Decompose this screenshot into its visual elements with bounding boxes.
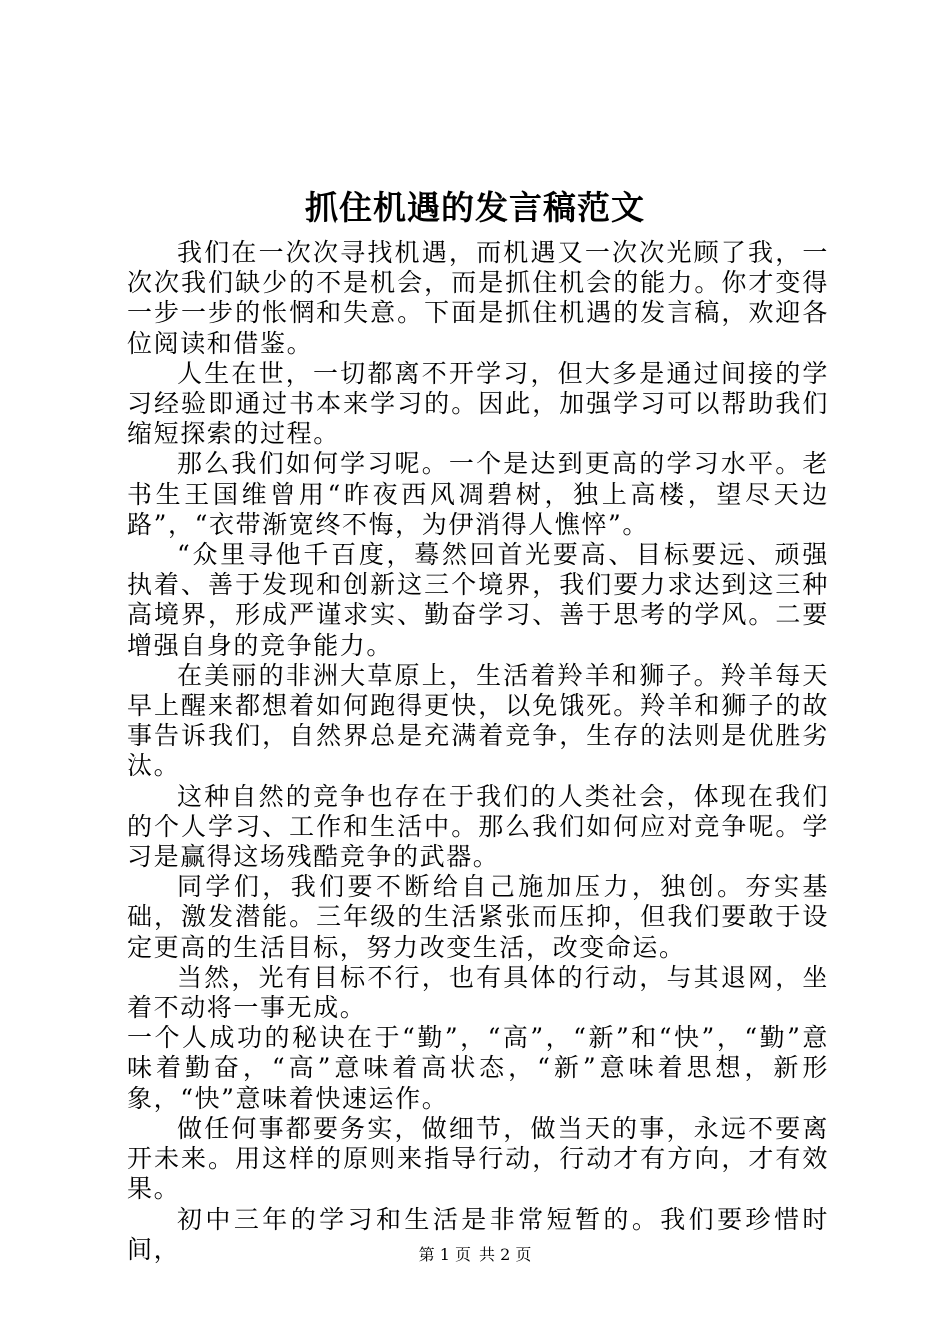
paragraph: 当然，光有目标不行，也有具体的行动，与其退网，坐着不动将一事无成。 (127, 962, 829, 1023)
paragraph: 那么我们如何学习呢。一个是达到更高的学习水平。老书生王国维曾用“昨夜西风凋碧树，独上高楼，望尽天边路”，“衣带渐宽终不悔，为伊消得人憔悴”。 (127, 449, 829, 539)
paragraph: 在美丽的非洲大草原上，生活着羚羊和狮子。羚羊每天早上醒来都想着如何跑得更快，以免饿死。羚羊和狮子的故事告诉我们，自然界总是充满着竞争，生存的法则是优胜劣汰。 (127, 660, 829, 781)
page-footer (0, 1243, 950, 1267)
paragraph: 做任何事都要务实，做细节，做当天的事，永远不要离开未来。用这样的原则来指导行动，行动才有方向，才有效果。 (127, 1113, 829, 1204)
paragraph: 这种自然的竞争也存在于我们的人类社会，体现在我们的个人学习、工作和生活中。那么我们如何应对竞争呢。学习是赢得这场残酷竞争的武器。 (127, 781, 829, 872)
document-title: 抓住机遇的发言稿范文 (305, 188, 645, 227)
paragraph: 同学们，我们要不断给自己施加压力，独创。夯实基础，激发潜能。三年级的生活紧张而压抑，但我们要敢于设定更高的生活目标，努力改变生活，改变命运。 (127, 872, 829, 962)
paragraph: 我们在一次次寻找机遇，而机遇又一次次光顾了我，一次次我们缺少的不是机会，而是抓住机会的能力。你才变得一步一步的怅惘和失意。下面是抓住机遇的发言稿，欢迎各位阅读和借鉴。 (127, 238, 829, 358)
paragraph: 人生在世，一切都离不开学习，但大多是通过间接的学习经验即通过书本来学习的。因此，加强学习可以帮助我们缩短探索的过程。 (127, 358, 829, 449)
paragraph: “众里寻他千百度，蓦然回首光要高、目标要远、顽强执着、善于发现和创新这三个境界，我们要力求达到这三种高境界，形成严谨求实、勤奋学习、善于思考的学风。二要增强自身的竞争能力。 (127, 540, 829, 660)
document-body (127, 238, 829, 1265)
paragraph: 初中三年的学习和生活是非常短暂的。我们要珍惜时间， (127, 1204, 829, 1264)
page-number: 第 1 页 (418, 1245, 471, 1264)
paragraph: 一个人成功的秘诀在于“勤”，“高”，“新”和“快”，“勤”意味着勤奋，“高”意味着高状态，“新”意味着思想，新形象，“快”意味着快速运作。 (127, 1023, 829, 1113)
page-total: 共 2 页 (479, 1245, 532, 1264)
